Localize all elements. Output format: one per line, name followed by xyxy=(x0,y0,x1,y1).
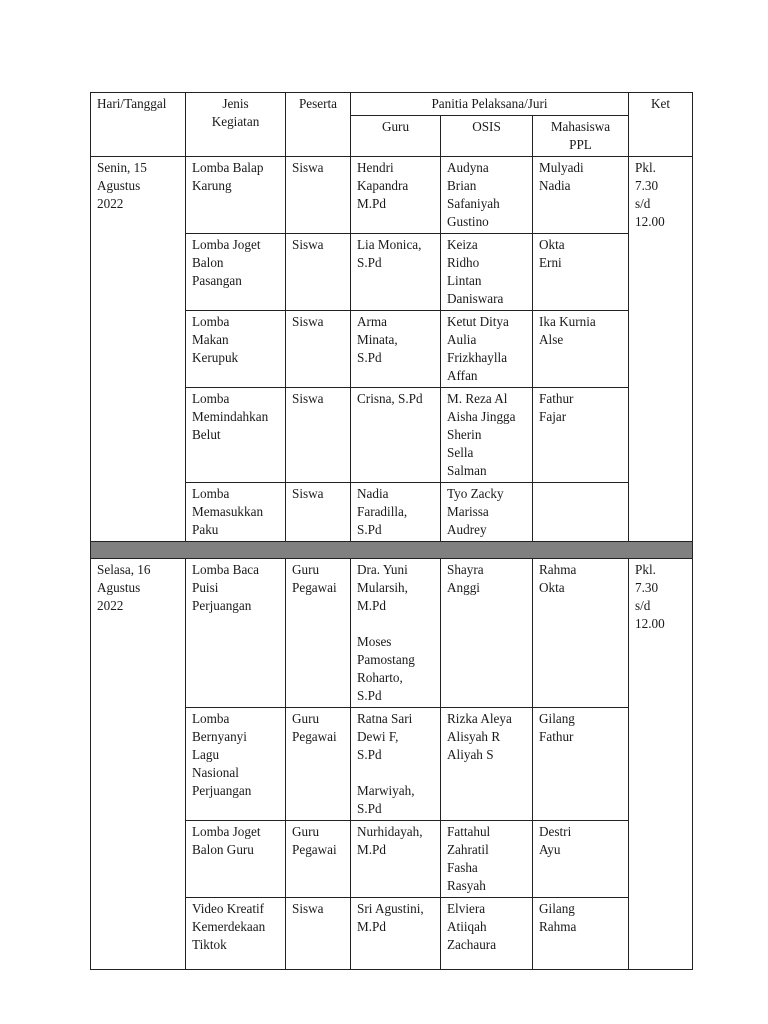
activity-cell: Lomba Bernyanyi Lagu Nasional Perjuangan xyxy=(186,708,286,821)
day1-date: Senin, 15 Agustus 2022 xyxy=(91,157,186,542)
activity-cell: Lomba Baca Puisi Perjuangan xyxy=(186,559,286,708)
activity-cell: Lomba Makan Kerupuk xyxy=(186,311,286,388)
osis-cell: Elviera Atiiqah Zachaura xyxy=(441,898,533,970)
day2-date: Selasa, 16 Agustus 2022 xyxy=(91,559,186,970)
osis-cell: Rizka Aleya Alisyah R Aliyah S xyxy=(441,708,533,821)
osis-cell: M. Reza Al Aisha Jingga Sherin Sella Salman xyxy=(441,388,533,483)
header-osis: OSIS xyxy=(441,116,533,157)
teacher-cell: Ratna Sari Dewi F, S.Pd Marwiyah, S.Pd xyxy=(351,708,441,821)
participant-cell: Siswa xyxy=(286,157,351,234)
teacher-cell: Sri Agustini, M.Pd xyxy=(351,898,441,970)
ppl-cell xyxy=(533,483,629,542)
osis-cell: Keiza Ridho Lintan Daniswara xyxy=(441,234,533,311)
day1-note: Pkl. 7.30 s/d 12.00 xyxy=(629,157,693,542)
header-activity: Jenis Kegiatan xyxy=(186,93,286,157)
header-day: Hari/Tanggal xyxy=(91,93,186,157)
participant-cell: Guru Pegawai xyxy=(286,559,351,708)
osis-cell: Audyna Brian Safaniyah Gustino xyxy=(441,157,533,234)
participant-cell: Siswa xyxy=(286,483,351,542)
ppl-cell: Rahma Okta xyxy=(533,559,629,708)
table-row xyxy=(91,559,693,708)
activity-cell: Lomba Memindahkan Belut xyxy=(186,388,286,483)
participant-cell: Siswa xyxy=(286,388,351,483)
activity-cell: Lomba Memasukkan Paku xyxy=(186,483,286,542)
participant-cell: Siswa xyxy=(286,234,351,311)
day2-note: Pkl. 7.30 s/d 12.00 xyxy=(629,559,693,970)
header-committee: Panitia Pelaksana/Juri xyxy=(351,93,629,116)
separator-bar xyxy=(91,542,693,559)
activity-cell: Lomba Joget Balon Pasangan xyxy=(186,234,286,311)
activity-cell: Lomba Joget Balon Guru xyxy=(186,821,286,898)
teacher-cell: Nurhidayah, M.Pd xyxy=(351,821,441,898)
header-student-teacher: Mahasiswa PPL xyxy=(533,116,629,157)
ppl-cell: Gilang Fathur xyxy=(533,708,629,821)
header-note: Ket xyxy=(629,93,693,157)
participant-cell: Siswa xyxy=(286,898,351,970)
schedule-table xyxy=(90,92,693,970)
participant-cell: Guru Pegawai xyxy=(286,821,351,898)
ppl-cell: Gilang Rahma xyxy=(533,898,629,970)
header-teacher: Guru xyxy=(351,116,441,157)
table-row xyxy=(91,157,693,234)
teacher-cell: Arma Minata, S.Pd xyxy=(351,311,441,388)
ppl-cell: Mulyadi Nadia xyxy=(533,157,629,234)
participant-cell: Guru Pegawai xyxy=(286,708,351,821)
teacher-cell: Hendri Kapandra M.Pd xyxy=(351,157,441,234)
osis-cell: Tyo Zacky Marissa Audrey xyxy=(441,483,533,542)
osis-cell: Shayra Anggi xyxy=(441,559,533,708)
activity-cell: Video Kreatif Kemerdekaan Tiktok xyxy=(186,898,286,970)
day-separator xyxy=(91,542,693,559)
ppl-cell: Ika Kurnia Alse xyxy=(533,311,629,388)
teacher-cell: Nadia Faradilla, S.Pd xyxy=(351,483,441,542)
participant-cell: Siswa xyxy=(286,311,351,388)
teacher-cell: Lia Monica, S.Pd xyxy=(351,234,441,311)
teacher-cell: Crisna, S.Pd xyxy=(351,388,441,483)
header-participant: Peserta xyxy=(286,93,351,157)
osis-cell: Fattahul Zahratil Fasha Rasyah xyxy=(441,821,533,898)
activity-cell: Lomba Balap Karung xyxy=(186,157,286,234)
ppl-cell: Fathur Fajar xyxy=(533,388,629,483)
ppl-cell: Destri Ayu xyxy=(533,821,629,898)
teacher-cell: Dra. Yuni Mularsih, M.Pd Moses Pamostang Roharto, S.Pd xyxy=(351,559,441,708)
osis-cell: Ketut Ditya Aulia Frizkhaylla Affan xyxy=(441,311,533,388)
ppl-cell: Okta Erni xyxy=(533,234,629,311)
